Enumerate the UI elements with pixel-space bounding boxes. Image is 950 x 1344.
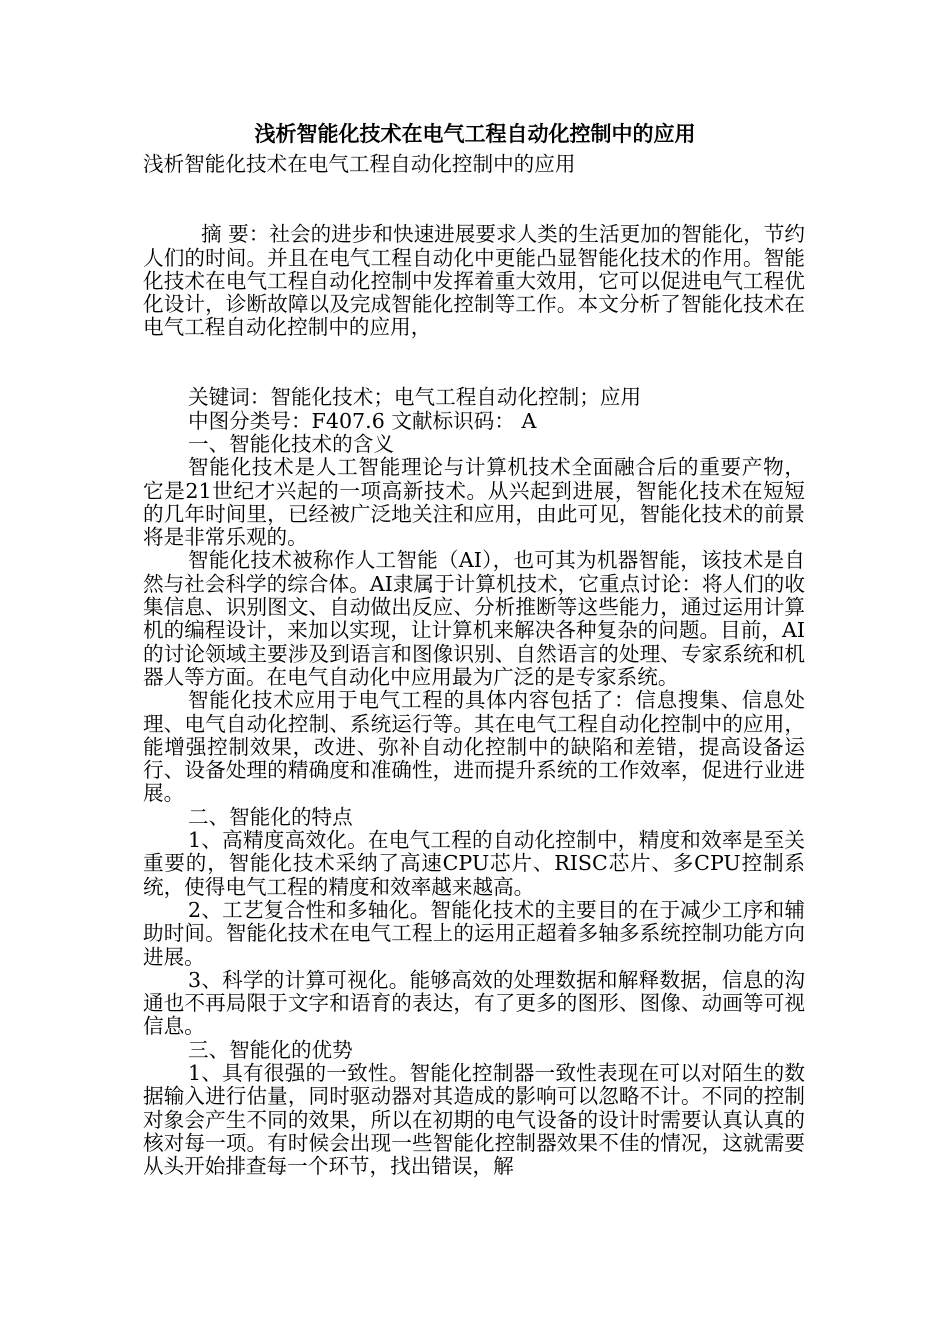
paragraph: 智能化技术应用于电气工程的具体内容包括了：信息搜集、信息处理、电气自动化控制、系统运行等。其在电气工程自动化控制中的应用，能增强控制效果，改进、弥补自动化控制中的缺陷和差错，提高设备运行、设备处理的精确度和准确性，进而提升系统的工作效率，促进行业进展。 (143, 688, 805, 806)
section-heading-1: 一、智能化技术的含义 (188, 431, 394, 456)
classification-line: 中图分类号：F407.6 文献标识码： A (188, 408, 537, 433)
document-subtitle: 浅析智能化技术在电气工程自动化控制中的应用 (143, 152, 576, 176)
paragraph: 1、具有很强的一致性。智能化控制器一致性表现在可以对陌生的数据输入进行估量，同时驱动器对其造成的影响可以忽略不计。不同的控制对象会产生不同的效果，所以在初期的电气设备的设计时需要认真认真的核对每一项。有时候会出现一些智能化控制器效果不佳的情况，这就需要从头开始排查每一个环节，找出错误，解 (143, 1060, 805, 1179)
document-title: 浅析智能化技术在电气工程自动化控制中的应用 (254, 121, 696, 146)
paragraph: 1、高精度高效化。在电气工程的自动化控制中，精度和效率是至关重要的，智能化技术采纳了高速CPU芯片、RISC芯片、多CPU控制系统，使得电气工程的精度和效率越来越高。 (143, 828, 805, 899)
paragraph: 2、工艺复合性和多轴化。智能化技术的主要目的在于减少工序和辅助时间。智能化技术在电气工程上的运用正超着多轴多系统控制功能方向进展。 (143, 897, 805, 969)
abstract-paragraph: 摘 要：社会的进步和快速进展要求人类的生活更加的智能化，节约人们的时间。并且在电气工程自动化中更能凸显智能化技术的作用。智能化技术在电气工程自动化控制中发挥着重大效用，它可以促进电气工程优化设计，诊断故障以及完成智能化控制等工作。本文分析了智能化技术在电气工程自动化控制中的应用， (143, 222, 805, 340)
section-heading-2: 二、智能化的特点 (188, 804, 353, 829)
section-heading-3: 三、智能化的优势 (188, 1037, 353, 1062)
document-body (143, 200, 805, 1178)
paragraph: 3、科学的计算可视化。能够高效的处理数据和解释数据，信息的沟通也不再局限于文字和语育的表达，有了更多的图形、图像、动画等可视信息。 (143, 967, 805, 1039)
keywords-line: 关键词：智能化技术；电气工程自动化控制；应用 (188, 385, 642, 410)
paragraph: 智能化技术被称作人工智能（AI），也可其为机器智能，该技术是自然与社会科学的综合体。AI隶属于计算机技术，它重点讨论：将人们的收集信息、识别图文、自动做出反应、分析推断等这些能力，通过运用计算机的编程设计，来加以实现，让计算机来解决各种复杂的问题。目前，AI的讨论领域主要涉及到语言和图像识别、自然语言的处理、专家系统和机器人等方面。在电气自动化中应用最为广泛的是专家系统。 (143, 548, 805, 689)
paragraph: 智能化技术是人工智能理论与计算机技术全面融合后的重要产物，它是21世纪才兴起的一项高新技术。从兴起到进展，智能化技术在短短的几年时间里，已经被广泛地关注和应用，由此可见，智能化技术的前景将是非常乐观的。 (143, 455, 805, 550)
